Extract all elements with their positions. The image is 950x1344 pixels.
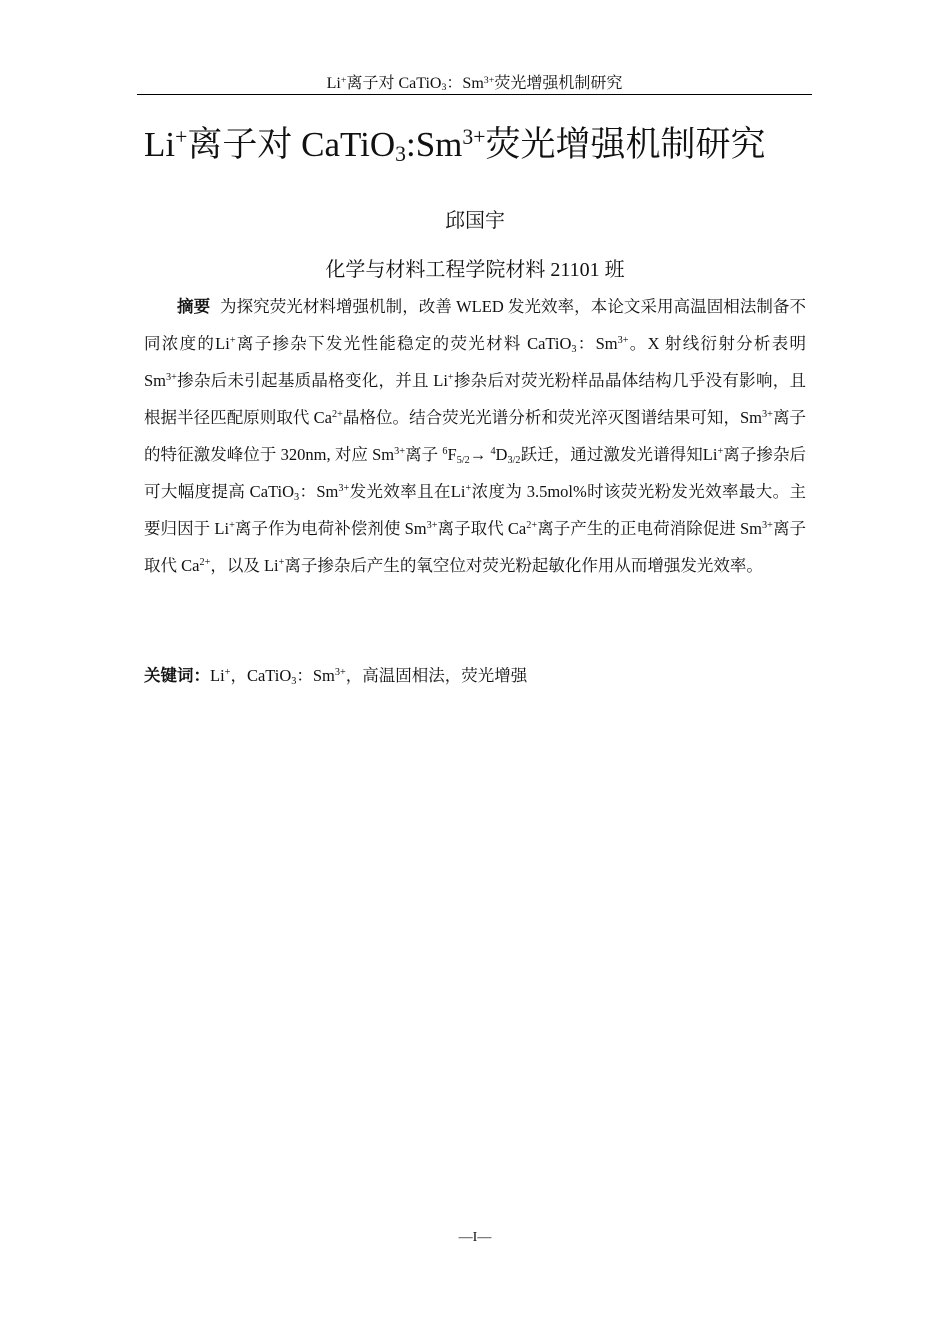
abstract-label: 摘要 bbox=[177, 297, 211, 316]
abstract-superscript: 3+ bbox=[762, 409, 773, 421]
abstract-superscript: 3+ bbox=[426, 520, 438, 532]
abstract-superscript: 6 bbox=[442, 446, 448, 458]
abstract-subscript: 5/2 bbox=[456, 454, 470, 466]
abstract-superscript: + bbox=[229, 335, 236, 347]
abstract-text: 掺杂后对荧光粉样品晶体结构几乎没有影响，且根据半径匹配原则取代 Ca bbox=[144, 371, 807, 427]
page-number: —I— bbox=[458, 1230, 492, 1245]
keywords-subscript: 3 bbox=[291, 675, 297, 687]
abstract-paragraph bbox=[144, 288, 806, 584]
running-header bbox=[137, 70, 812, 93]
header-superscript: + bbox=[340, 74, 347, 86]
abstract-subscript: 3 bbox=[571, 343, 577, 355]
abstract-text: 为探究荧光材料增强机制，改善 WLED 发光效率，本论文采用高温固相法制备不同浓度的Li bbox=[144, 297, 807, 353]
title-text: :Sm bbox=[405, 125, 463, 164]
keywords-text: Li bbox=[210, 666, 225, 685]
abstract-text: 发光效率且在Li bbox=[349, 482, 466, 501]
abstract-text: 离子掺杂下发光性能稳定的荧光材料 CaTiO bbox=[235, 334, 572, 353]
abstract-superscript: 2+ bbox=[526, 520, 538, 532]
abstract-text: 掺杂后未引起基质晶格变化，并且 Li bbox=[176, 371, 448, 390]
abstract-superscript: 2+ bbox=[331, 409, 343, 421]
abstract-text: 晶格位。结合荧光光谱分析和荧光淬灭图谱结果可知，Sm bbox=[342, 408, 763, 427]
abstract-text: 跃迁，通过激发光谱得知Li bbox=[520, 445, 718, 464]
abstract-text: ，以及 Li bbox=[210, 556, 279, 575]
title-text: 离子对 CaTiO bbox=[187, 125, 396, 164]
title-subscript: 3 bbox=[395, 142, 406, 167]
keywords-line bbox=[144, 662, 527, 686]
abstract-superscript: + bbox=[717, 446, 724, 458]
abstract-superscript: 3+ bbox=[394, 446, 406, 458]
abstract-text: 离子作为电荷补偿剂使 Sm bbox=[234, 519, 427, 538]
abstract-text: → bbox=[469, 445, 491, 464]
abstract-text: 浓度为 3.5mol%时该荧光粉发光效率最大。主要归因于 Li bbox=[144, 482, 806, 538]
header-text: 荧光增强机制研究 bbox=[494, 75, 623, 92]
keywords-superscript: + bbox=[224, 667, 231, 679]
abstract-text: ：Sm bbox=[576, 334, 618, 353]
abstract-text: 离子 bbox=[405, 445, 443, 464]
abstract-text: F bbox=[447, 445, 457, 464]
keywords-text: ，高温固相法，荧光增强 bbox=[345, 666, 528, 685]
abstract-subscript: 3/2 bbox=[507, 454, 521, 466]
abstract-superscript: + bbox=[229, 520, 235, 532]
abstract-superscript: + bbox=[465, 483, 472, 495]
abstract-text: 离子取代 Ca bbox=[144, 519, 807, 575]
abstract-text: 离子取代 Ca bbox=[437, 519, 527, 538]
author-affiliation: 化学与材料工程学院材料 21101 班 bbox=[325, 259, 625, 281]
abstract-superscript: 3+ bbox=[338, 483, 350, 495]
abstract-text: 离子的特征激发峰位于 320nm, 对应 Sm bbox=[144, 408, 806, 464]
abstract-superscript: 3+ bbox=[617, 335, 629, 347]
abstract-text: 离子产生的正电荷消除促进 Sm bbox=[537, 519, 763, 538]
keywords-superscript: 3+ bbox=[334, 667, 346, 679]
abstract-superscript: 2+ bbox=[199, 557, 211, 569]
title-text: Li bbox=[144, 125, 176, 164]
abstract-superscript: 3+ bbox=[762, 520, 773, 532]
paper-title bbox=[144, 117, 765, 167]
abstract-subscript: 3 bbox=[294, 491, 300, 503]
header-divider bbox=[137, 94, 812, 95]
title-text: 荧光增强机制研究 bbox=[485, 125, 766, 164]
abstract-text: D bbox=[495, 445, 508, 464]
header-text: 离子对 CaTiO bbox=[346, 75, 442, 92]
header-superscript: 3+ bbox=[483, 74, 495, 86]
header-text: Li bbox=[326, 75, 341, 92]
abstract-text: 。X 射线衍射分析表明 Sm bbox=[144, 334, 807, 390]
title-superscript: 3+ bbox=[462, 125, 486, 150]
author-name: 邱国宇 bbox=[445, 210, 505, 232]
keywords-text: ：Sm bbox=[296, 666, 335, 685]
abstract-superscript: 3+ bbox=[166, 372, 177, 384]
abstract-superscript: + bbox=[278, 557, 285, 569]
abstract-text: ：Sm bbox=[299, 482, 339, 501]
header-subscript: 3 bbox=[441, 82, 447, 94]
header-text: ：Sm bbox=[446, 75, 484, 92]
abstract-text: 离子掺杂后产生的氧空位对荧光粉起敏化作用从而增强发光效率。 bbox=[284, 556, 763, 575]
keywords-text: ，CaTiO bbox=[230, 666, 292, 685]
abstract-text: 离子掺杂后可大幅度提高 CaTiO bbox=[144, 445, 807, 501]
abstract-superscript: + bbox=[447, 372, 454, 384]
title-superscript: + bbox=[175, 125, 188, 150]
keywords-label: 关键词： bbox=[144, 666, 210, 685]
abstract-superscript: 4 bbox=[490, 446, 496, 458]
